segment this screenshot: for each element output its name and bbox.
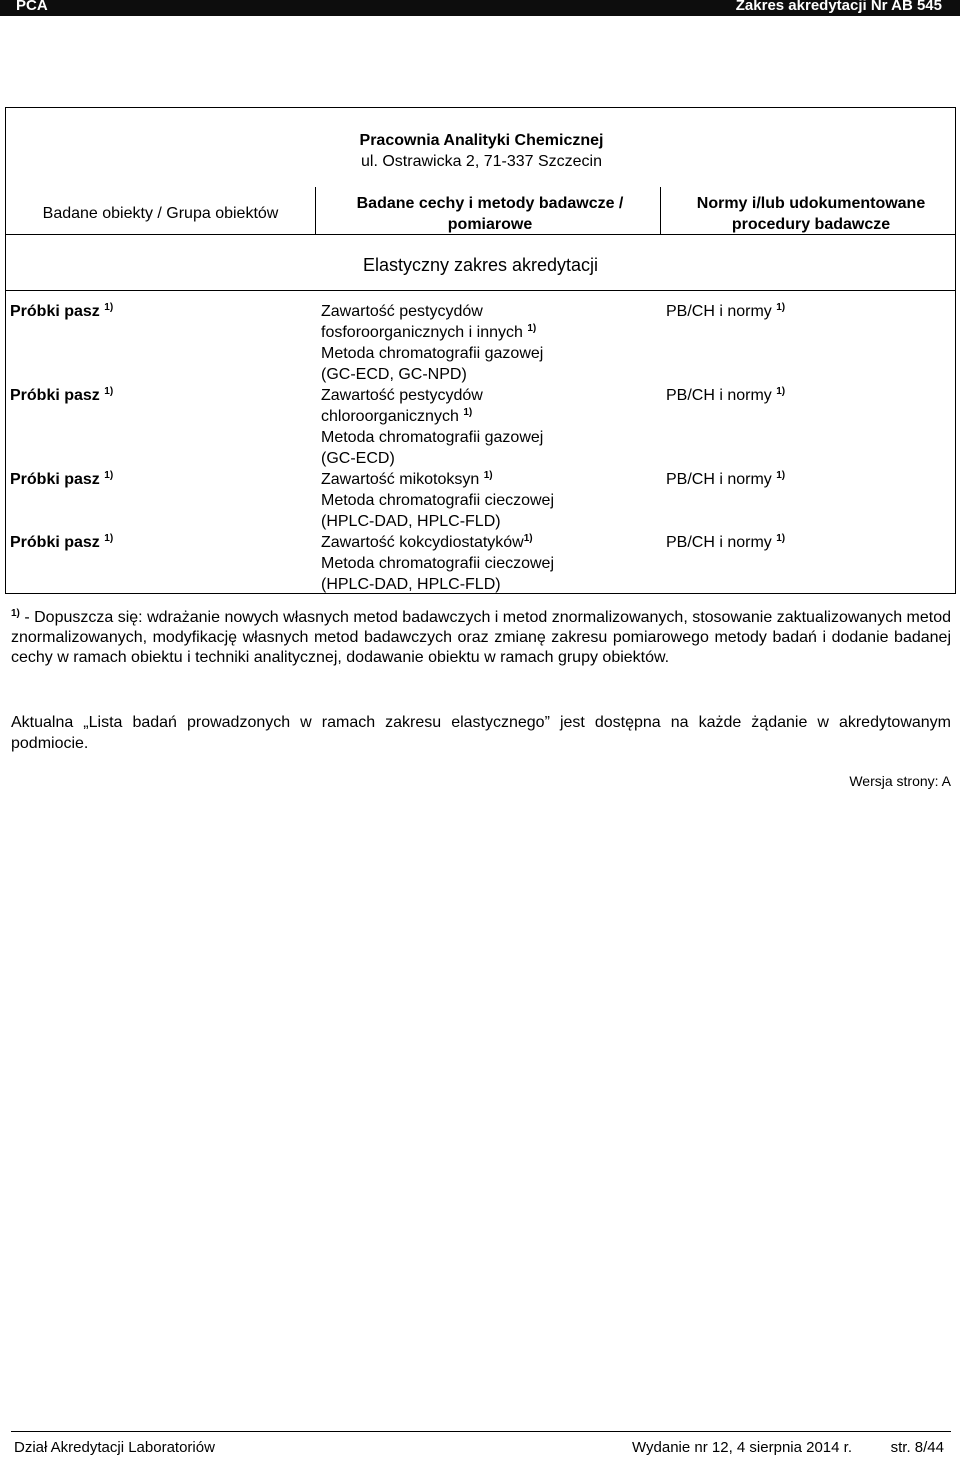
row-4-norm: PB/CH i normy $^{1)}$ <box>666 533 786 551</box>
lab-address: ul. Ostrawicka 2, 71-337 Szczecin <box>361 153 602 170</box>
row-4-method: Zawartość kokcydiostatyków$^{1)}$ Metoda chromatografii cieczowej (HPLC-DAD, HPLC-FLD) <box>321 533 554 593</box>
row-1-norm: PB/CH i normy $^{1)}$ <box>666 302 786 320</box>
header-org: PCA <box>16 0 48 14</box>
lab-name: Pracownia Analityki Chemicznej <box>359 132 604 149</box>
footnote-text: - Dopuszcza się: wdrażanie nowych własnych metod badawczych i metod znormalizowanych, stosowanie zaktualizowanych metod znormalizowanych, modyfikację własnych metod badawczych oraz zmianę zakresu pomiarowego metody badań i dodanie badanej cechy w ramach obiektu i techniki analitycznej, dodawanie obiektu w ramach grupy obiektów. <box>11 609 952 666</box>
row-1-object: Próbki pasz $^{1)}$ <box>10 302 114 320</box>
availability-note: Aktualna „Lista badań prowadzonych w ramach zakresu elastycznego” jest dostępna na każde żądanie w akredytowanym podmiocie. <box>11 714 951 752</box>
footer-divider <box>11 1431 951 1432</box>
page-header <box>0 0 960 16</box>
elastic-scope-title: Elastyczny zakres akredytacji <box>362 255 599 275</box>
footer-department: Dział Akredytacji Laboratoriów <box>14 1439 215 1456</box>
footnote-marker: 1) <box>11 608 20 619</box>
column-header-methods: Badane cechy i metody badawcze / pomiarowe <box>356 195 624 233</box>
row-2-norm: PB/CH i normy $^{1)}$ <box>666 386 786 404</box>
lab-name-block <box>6 130 957 172</box>
row-2-method: Zawartość pestycydów chloroorganicznych $^{1)}$ Metoda chromatografii gazowej (GC-ECD) <box>321 387 544 467</box>
row-3-norm: PB/CH i normy $^{1)}$ <box>666 470 786 488</box>
column-divider-2 <box>660 187 661 234</box>
row-4-object: Próbki pasz $^{1)}$ <box>10 533 114 551</box>
row-1-method: Zawartość pestycydów fosforoorganicznych i innych $^{1)}$ Metoda chromatografii gazowej (GC-ECD, GC-NPD) <box>321 303 544 383</box>
row-3-method: Zawartość mikotoksyn $^{1)}$ Metoda chromatografii cieczowej (HPLC-DAD, HPLC-FLD) <box>321 470 554 530</box>
page-version: Wersja strony: A <box>849 773 951 789</box>
footer-page-number: str. 8/44 <box>890 1439 944 1456</box>
header-divider <box>6 234 955 235</box>
header-scope-number: Zakres akredytacji Nr AB 545 <box>735 0 942 14</box>
column-header-norms: Normy i/lub udokumentowane procedury badawcze <box>696 195 926 233</box>
elastic-divider <box>6 290 955 291</box>
footer-edition: Wydanie nr 12, 4 sierpnia 2014 r. <box>632 1439 852 1456</box>
column-divider-1 <box>315 187 316 234</box>
row-3-object: Próbki pasz $^{1)}$ <box>10 470 114 488</box>
row-2-object: Próbki pasz $^{1)}$ <box>10 386 114 404</box>
column-header-objects: Badane obiekty / Grupa obiektów <box>42 205 279 222</box>
accreditation-table <box>5 107 956 594</box>
footnote <box>11 608 951 668</box>
